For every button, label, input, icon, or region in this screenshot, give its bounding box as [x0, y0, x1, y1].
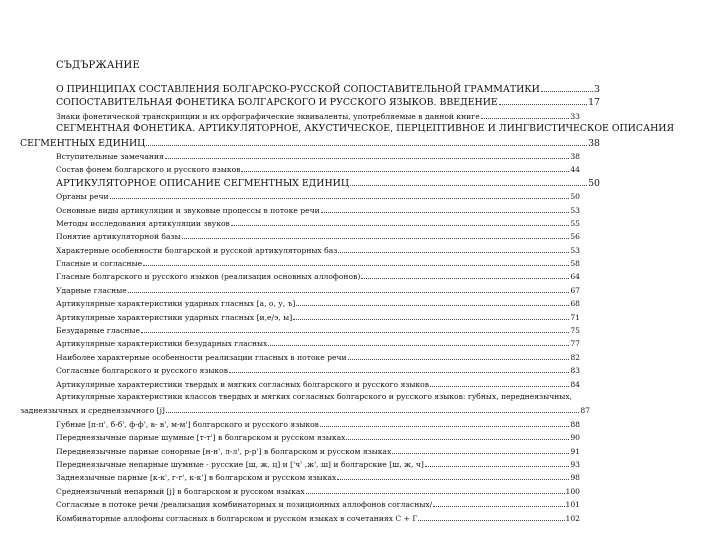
toc-leader-dots	[306, 484, 565, 494]
toc-page-number: 17	[588, 97, 600, 109]
toc-page-number: 102	[565, 513, 580, 523]
toc-page-number: 91	[570, 446, 580, 456]
toc-entry-text: Согласные в потоке речи /реализация комбинаторных и позиционных аллофонов согласных/	[56, 500, 433, 510]
toc-leader-dots	[433, 497, 564, 507]
toc-leader-dots	[348, 350, 570, 360]
toc-leader-dots	[182, 229, 570, 239]
toc-leader-dots	[541, 82, 593, 92]
toc-entry-text: СЕГМЕНТНАЯ ФОНЕТИКА. АРТИКУЛЯТОРНОЕ, АКУСТИЧЕСКОЕ, ПЕРЦЕПТИВНОЕ И ЛИНГВИСТИЧЕСКОЕ ОПИСАНИЯ	[56, 123, 675, 135]
toc-entry	[0, 511, 580, 524]
toc-leader-dots	[241, 162, 569, 172]
toc-entry-text: Характерные особенности болгарской и русской артикуляторных баз	[56, 245, 338, 255]
toc-entry	[0, 176, 600, 189]
toc-page-number: 58	[570, 259, 580, 269]
toc-entry-text: Артикулярные характеристики классов твердых и мягких согласных болгарского и русского языков: губных, переднеязычных,	[56, 391, 573, 401]
toc-leader-dots	[229, 363, 569, 373]
toc-page-number: 98	[570, 473, 580, 483]
toc-entry-text: Гласные болгарского и русского языков (реализация основных аллофонов)	[56, 272, 361, 282]
toc-page-number: 77	[570, 339, 580, 349]
toc-page-number: 68	[570, 299, 580, 309]
toc-page-number: 100	[565, 486, 580, 496]
toc-entry	[0, 363, 580, 376]
toc-page-number: 38	[570, 151, 580, 161]
toc-entry-text: Переднеязычные парные шумные [т-т'] в болгарском и русском языках	[56, 433, 346, 443]
toc-page-number: 55	[570, 218, 580, 228]
toc-leader-dots	[350, 176, 587, 186]
toc-leader-dots	[499, 95, 587, 105]
page-title: СЪДЪРЖАНИЕ	[56, 60, 140, 71]
toc-page-number: 101	[565, 500, 580, 510]
toc-page-number: 84	[570, 379, 580, 389]
toc-page-number: 38	[588, 137, 600, 149]
toc-entry	[0, 310, 580, 323]
toc-leader-dots	[430, 377, 569, 387]
toc-page-number: 64	[570, 272, 580, 282]
toc-page-number: 50	[588, 177, 600, 189]
toc-entry-text: Гласные и согласные	[56, 259, 143, 269]
toc-entry	[0, 470, 580, 483]
toc-leader-dots	[481, 109, 570, 119]
toc-page-number: 87	[580, 406, 590, 416]
toc-leader-dots	[166, 403, 579, 413]
toc-entry-text: СЕГМЕНТНЫХ ЕДИНИЦ	[20, 137, 146, 149]
toc-leader-dots	[346, 430, 569, 440]
toc-leader-dots	[321, 203, 570, 213]
toc-entry	[0, 149, 580, 162]
toc-leader-dots	[337, 470, 569, 480]
toc-entry-text: АРТИКУЛЯТОРНОЕ ОПИСАНИЕ СЕГМЕНТНЫХ ЕДИНИЦ	[56, 177, 349, 189]
toc-entry-text: заднеязычных и среднеязычного [j]	[20, 406, 165, 416]
toc-page-number: 71	[570, 312, 580, 322]
toc-entry	[0, 417, 580, 430]
toc-entry-text: Состав фонем болгарского и русского языков	[56, 165, 241, 175]
toc-entry	[0, 390, 636, 403]
toc-entry	[0, 350, 580, 363]
table-of-contents	[0, 82, 720, 524]
toc-entry	[0, 444, 580, 457]
toc-leader-dots	[392, 444, 569, 454]
toc-entry	[0, 243, 580, 256]
toc-page-number: 33	[570, 111, 580, 121]
toc-entry	[0, 256, 580, 269]
toc-leader-dots	[128, 283, 570, 293]
toc-leader-dots	[320, 417, 569, 427]
toc-entry-text: Артикулярные характеристики ударных гласных [а, о, у, ъ]	[56, 299, 296, 309]
toc-entry-text: Методы исследования артикуляции звуков	[56, 218, 230, 228]
toc-entry	[0, 323, 580, 336]
toc-entry	[0, 377, 580, 390]
toc-entry	[0, 189, 580, 202]
toc-leader-dots	[296, 296, 569, 306]
toc-entry-text: Среднеязычный непарный [j] в болгарском и русском языках	[56, 486, 305, 496]
toc-leader-dots	[293, 310, 569, 320]
toc-entry	[0, 162, 580, 175]
toc-entry	[0, 216, 580, 229]
toc-page-number: 56	[570, 232, 580, 242]
toc-entry	[0, 82, 600, 95]
toc-entry-text: Артикулярные характеристики ударных гласных [и,е/э, ы]	[56, 312, 293, 322]
toc-entry-text: Согласные болгарского и русского языков	[56, 366, 229, 376]
toc-leader-dots	[418, 511, 564, 521]
toc-entry-text: Переднеязычные непарные шумные - русские [ш, ж, ц] и ['ч' ,ж', ш] и болгарские [ш, ж, ч]	[56, 459, 424, 469]
toc-entry	[0, 457, 580, 470]
toc-page-number: 88	[570, 419, 580, 429]
toc-entry-text: СОПОСТАВИТЕЛЬНАЯ ФОНЕТИКА БОЛГАРСКОГО И РУССКОГО ЯЗЫКОВ. ВВЕДЕНИЕ	[56, 97, 498, 109]
toc-entry	[0, 430, 580, 443]
toc-leader-dots	[146, 136, 587, 146]
toc-entry-text: О ПРИНЦИПАХ СОСТАВЛЕНИЯ БОЛГАРСКО-РУССКОЙ СОПОСТАВИТЕЛЬНОЙ ГРАММАТИКИ	[56, 84, 540, 95]
toc-page-number: 44	[570, 165, 580, 175]
toc-entry-text: Артикулярные характеристики безударных гласных	[56, 339, 268, 349]
toc-entry-text: Понятие артикуляторной базы	[56, 232, 181, 242]
toc-entry-text: Переднеязычные парные сонорные [н-н', л-л', р-р'] в болгарском и русском языках	[56, 446, 392, 456]
toc-page-number: 3	[594, 84, 600, 95]
toc-leader-dots	[143, 256, 569, 266]
toc-entry-text: Артикулярные характеристики твердых и мягких согласных болгарского и русского языков	[56, 379, 430, 389]
toc-entry-text: Вступительные замечания	[56, 151, 164, 161]
toc-entry-text: Ударные гласные	[56, 285, 127, 295]
toc-entry-text: Знаки фонетической транскрипции и их орфографические эквиваленты, употребляемые в данной книге	[56, 111, 480, 121]
toc-entry	[0, 296, 580, 309]
toc-entry-text: Основные виды артикуляции и звуковые процессы в потоке речи	[56, 205, 320, 215]
toc-page-number: 50	[570, 192, 580, 202]
toc-leader-dots	[165, 149, 570, 159]
toc-page-number: 82	[570, 352, 580, 362]
toc-page-number: 67	[570, 285, 580, 295]
toc-leader-dots	[425, 457, 569, 467]
toc-leader-dots	[231, 216, 570, 226]
toc-entry	[0, 95, 600, 108]
toc-entry	[0, 109, 580, 122]
toc-entry-text: Наиболее характерные особенности реализации гласных в потоке речи	[56, 352, 347, 362]
toc-leader-dots	[361, 269, 569, 279]
toc-page-number: 83	[570, 366, 580, 376]
toc-leader-dots	[268, 336, 569, 346]
toc-entry-text: Органы речи	[56, 192, 109, 202]
toc-entry	[0, 497, 580, 510]
toc-entry	[0, 336, 580, 349]
toc-entry-continuation	[0, 403, 590, 416]
toc-page-number: 90	[570, 433, 580, 443]
toc-entry-text: Безударные гласные	[56, 326, 140, 336]
toc-entry-text: Заднеязычные парные [к-к', г-г', к-к'] в болгарском и русском языках	[56, 473, 337, 483]
toc-page-number: 53	[570, 205, 580, 215]
toc-entry	[0, 229, 580, 242]
toc-entry	[0, 283, 580, 296]
toc-leader-dots	[338, 243, 569, 253]
toc-page-number: 53	[570, 245, 580, 255]
toc-entry	[0, 484, 580, 497]
toc-page-number: 75	[570, 326, 580, 336]
toc-entry-text: Губные [п-п', б-б', ф-ф', в- в', м-м'] болгарского и русского языков	[56, 419, 319, 429]
toc-leader-dots	[110, 189, 570, 199]
toc-entry-continuation	[0, 136, 600, 149]
toc-entry	[0, 269, 580, 282]
toc-leader-dots	[141, 323, 569, 333]
toc-entry	[0, 203, 580, 216]
toc-page-number: 93	[570, 459, 580, 469]
toc-entry	[0, 122, 675, 135]
toc-entry-text: Комбинаторные аллофоны согласных в болгарском и русском языках в сочетаниях С + Г	[56, 513, 418, 523]
